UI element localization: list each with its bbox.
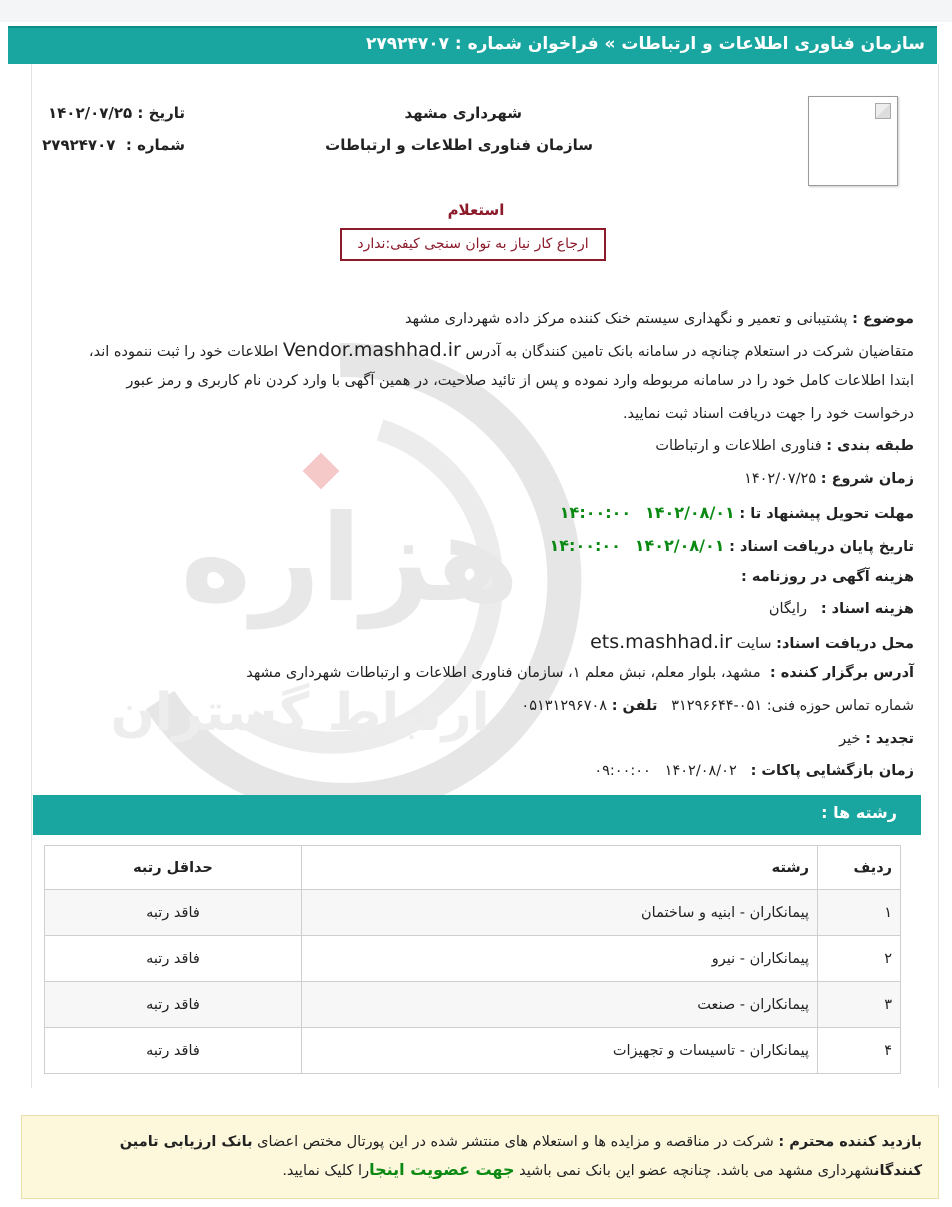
start-label: زمان شروع : (820, 471, 914, 487)
broken-image-icon (875, 103, 891, 119)
address-line (20, 665, 914, 681)
doc-cost-line (20, 601, 914, 617)
org-logo (808, 96, 898, 186)
doc-place-label: محل دریافت اسناد: (776, 636, 914, 652)
subject-line (20, 311, 914, 327)
cell-field: پیمانکاران - صنعت (302, 982, 818, 1028)
doc-end-label: تاریخ پایان دریافت اسناد : (729, 539, 914, 555)
ad-cost-line (20, 569, 914, 585)
visitor-notice (21, 1115, 939, 1199)
org-line-2: سازمان فناوری اطلاعات و ارتباطات (325, 136, 593, 154)
cell-rank: فاقد رتبه (45, 982, 302, 1028)
cell-field: پیمانکاران - ابنیه و ساختمان (302, 890, 818, 936)
opening-time: ۰۹:۰۰:۰۰ (594, 763, 651, 779)
description-text-b: اطلاعات خود را ثبت ننموده اند، (88, 344, 279, 360)
renewal-line (20, 731, 914, 747)
fields-section-header (33, 795, 921, 835)
deadline-line (20, 503, 914, 522)
date-label: تاریخ : (137, 104, 185, 122)
table-row (45, 1028, 901, 1074)
vendor-url-link[interactable]: Vendor.mashhad.ir (282, 339, 461, 361)
category-value: فناوری اطلاعات و ارتباطات (655, 438, 822, 454)
cell-row-number: ۱ (818, 890, 901, 936)
start-value: ۱۴۰۲/۰۷/۲۵ (744, 471, 817, 487)
deadline-time: ۱۴:۰۰:۰۰ (559, 503, 632, 522)
table-row (45, 936, 901, 982)
doc-cost-value: رایگان (768, 601, 807, 617)
phone-value: ۰۵۱۳۱۲۹۶۷۰۸ (521, 698, 608, 714)
watermark-text-sub: ارتباط گستران (110, 683, 490, 743)
notice-text-c: را کلیک نمایید. (282, 1163, 370, 1179)
page-title: سازمان فناوری اطلاعات و ارتباطات » فراخوان شماره : ۲۷۹۲۴۷۰۷ (365, 34, 925, 54)
notice-text-b: شهرداری مشهد می باشد. چنانچه عضو این بانک نمی باشید (519, 1163, 875, 1179)
inquiry-title: استعلام (447, 201, 505, 219)
renewal-label: تجدید : (865, 731, 914, 747)
date-value: ۱۴۰۲/۰۷/۲۵ (47, 104, 133, 122)
notice-bank-b: کنندگان (874, 1163, 922, 1179)
cell-rank: فاقد رتبه (45, 890, 302, 936)
notice-text-a: شرکت در مناقصه و مزایده ها و استعلام های منتشر شده در این پورتال مختص اعضای (257, 1134, 774, 1150)
contact-value: ۰۵۱-۳۱۲۹۶۶۴۴ (671, 698, 763, 714)
notice-bank-a: بانک ارزیابی تامین (119, 1134, 253, 1150)
cell-field: پیمانکاران - نیرو (302, 936, 818, 982)
subject-label: موضوع : (852, 311, 914, 327)
doc-place-line (20, 631, 914, 653)
category-line (20, 438, 914, 454)
header-field: رشته (302, 846, 818, 890)
membership-link[interactable]: جهت عضویت اینجا (369, 1160, 515, 1179)
deadline-date: ۱۴۰۲/۰۸/۰۱ (645, 503, 735, 522)
doc-place-prefix: سایت (736, 636, 772, 652)
opening-date: ۱۴۰۲/۰۸/۰۲ (664, 763, 737, 779)
number-label: شماره : (125, 136, 185, 154)
org-line-1: شهرداری مشهد (404, 104, 522, 122)
header-row-number: ردیف (818, 846, 901, 890)
cell-row-number: ۳ (818, 982, 901, 1028)
phone-label: تلفن : (611, 698, 658, 714)
deadline-label: مهلت تحویل پیشنهاد تا : (739, 506, 914, 522)
contact-label: شماره تماس حوزه فنی: (766, 698, 914, 714)
doc-end-date: ۱۴۰۲/۰۸/۰۱ (634, 536, 725, 555)
opening-line (20, 763, 914, 779)
address-label: آدرس برگزار کننده : (769, 665, 914, 681)
page-title-bar (8, 26, 937, 64)
table-header-row (45, 846, 901, 890)
letter-number (40, 136, 185, 154)
category-label: طبقه بندی : (826, 438, 914, 454)
description-text-a: متقاضیان شرکت در استعلام چنانچه در سامانه بانک تامین کنندگان به آدرس (465, 344, 914, 360)
top-strip (0, 0, 952, 22)
notice-visitor-label: بازدید کننده محترم : (778, 1134, 922, 1150)
table-row (45, 890, 901, 936)
letter-date (40, 104, 185, 122)
opening-label: زمان بازگشایی پاکات : (750, 763, 914, 779)
fields-table (44, 845, 901, 1074)
description-line-3: درخواست خود را جهت دریافت اسناد ثبت نمایید. (622, 406, 914, 422)
quality-assessment-note: ارجاع کار نیاز به توان سنجی کیفی:ندارد (340, 228, 606, 261)
cell-rank: فاقد رتبه (45, 1028, 302, 1074)
doc-end-time: ۱۴:۰۰:۰۰ (549, 536, 621, 555)
ad-cost-label: هزینه آگهی در روزنامه : (740, 569, 914, 585)
header-min-rank: حداقل رتبه (45, 846, 302, 890)
cell-field: پیمانکاران - تاسیسات و تجهیزات (302, 1028, 818, 1074)
contact-line (20, 698, 914, 714)
table-row (45, 982, 901, 1028)
ets-url-link[interactable]: ets.mashhad.ir (590, 631, 733, 653)
address-value: مشهد، بلوار معلم، نبش معلم ۱، سازمان فناوری اطلاعات و ارتباطات شهرداری مشهد (246, 665, 761, 681)
description-line-2: ابتدا اطلاعات کامل خود را در سامانه مربوطه وارد نموده و پس از تائید صلاحیت، در همین آگهی با وارد کردن نام کاربری و رمز عبور (126, 373, 914, 389)
subject-value: پشتیبانی و تعمیر و نگهداری سیستم خنک کننده مرکز داده شهرداری مشهد (405, 311, 848, 327)
cell-rank: فاقد رتبه (45, 936, 302, 982)
renewal-value: خیر (839, 731, 861, 747)
number-value: ۲۷۹۲۴۷۰۷ (42, 136, 116, 154)
doc-end-line (20, 536, 914, 555)
start-time-line (20, 471, 914, 487)
cell-row-number: ۲ (818, 936, 901, 982)
doc-cost-label: هزینه اسناد : (820, 601, 914, 617)
fields-section-title: رشته ها : (821, 803, 897, 822)
cell-row-number: ۴ (818, 1028, 901, 1074)
watermark-text-main: هزاره (180, 490, 520, 629)
description-line-1 (20, 339, 914, 361)
